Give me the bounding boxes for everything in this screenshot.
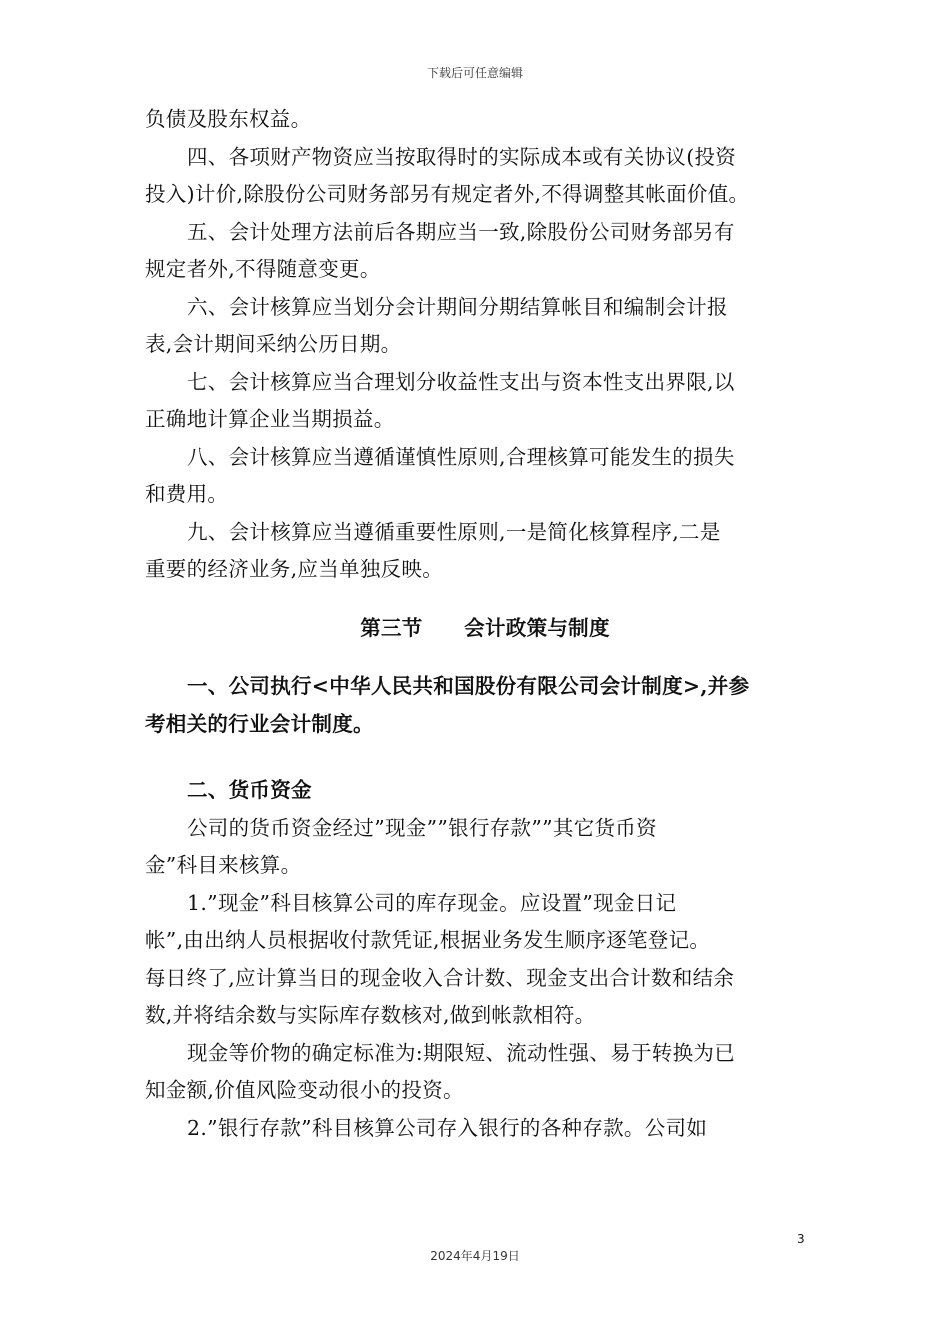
paragraph-line: 正确地计算企业当期损益。 (145, 407, 395, 431)
paragraph-line: 重要的经济业务,应当单独反映。 (145, 557, 444, 581)
paragraph-line: 负债及股东权益。 (145, 107, 312, 131)
document-body (145, 101, 825, 1147)
paragraph-line: 知金额,价值风险变动很小的投资。 (145, 1078, 464, 1102)
paragraph-line: 投入)计价,除股份公司财务部另有规定者外,不得调整其帐面价值。 (145, 182, 750, 206)
paragraph-line: 公司的货币资金经过”现金””银行存款””其它货币资 (187, 815, 657, 840)
paragraph-line: 每日终了,应计算当日的现金收入合计数、现金支出合计数和结余 (145, 965, 735, 990)
policy-heading-line: 一、公司执行<中华人民共和国股份有限公司会计制度>,并参 (187, 674, 750, 698)
page-footer-date: 2024年4月19日 (430, 1249, 520, 1263)
paragraph-line: 金”科目来核算。 (145, 853, 302, 877)
page-header: 下载后可任意编辑 (426, 66, 523, 80)
paragraph-line: 现金等价物的确定标准为:期限短、流动性强、易于转换为已 (187, 1040, 736, 1065)
paragraph-line: 五、会计处理方法前后各期应当一致,除股份公司财务部另有 (187, 219, 735, 244)
paragraph-line: 规定者外,不得随意变更。 (145, 257, 381, 281)
paragraph-line: 八、会计核算应当遵循谨慎性原则,合理核算可能发生的损失 (187, 444, 735, 469)
page-number: 3 (797, 1232, 805, 1246)
paragraph-line: 七、会计核算应当合理划分收益性支出与资本性支出界限,以 (187, 369, 735, 394)
paragraph-line: 和费用。 (145, 482, 229, 506)
paragraph-line: 六、会计核算应当划分会计期间分期结算帐目和编制会计报 (187, 294, 728, 319)
paragraph-line: 数,并将结余数与实际库存数核对,做到帐款相符。 (145, 1003, 596, 1027)
paragraph-line: 四、各项财产物资应当按取得时的实际成本或有关协议(投资 (187, 144, 737, 169)
paragraph-line: 帐”,由出纳人员根据收付款凭证,根据业务发生顺序逐笔登记。 (145, 928, 711, 952)
paragraph-line: 九、会计核算应当遵循重要性原则,一是简化核算程序,二是 (187, 519, 721, 544)
section-title: 第三节 会计政策与制度 (360, 615, 610, 640)
policy-heading-line: 考相关的行业会计制度。 (145, 711, 374, 736)
paragraph-line: 1.”现金”科目核算公司的库存现金。应设置”现金日记 (187, 890, 677, 915)
paragraph-line: 2.”银行存款”科目核算公司存入银行的各种存款。公司如 (187, 1115, 708, 1140)
cash-heading: 二、货币资金 (187, 778, 312, 802)
paragraph-line: 表,会计期间采纳公历日期。 (145, 332, 402, 356)
